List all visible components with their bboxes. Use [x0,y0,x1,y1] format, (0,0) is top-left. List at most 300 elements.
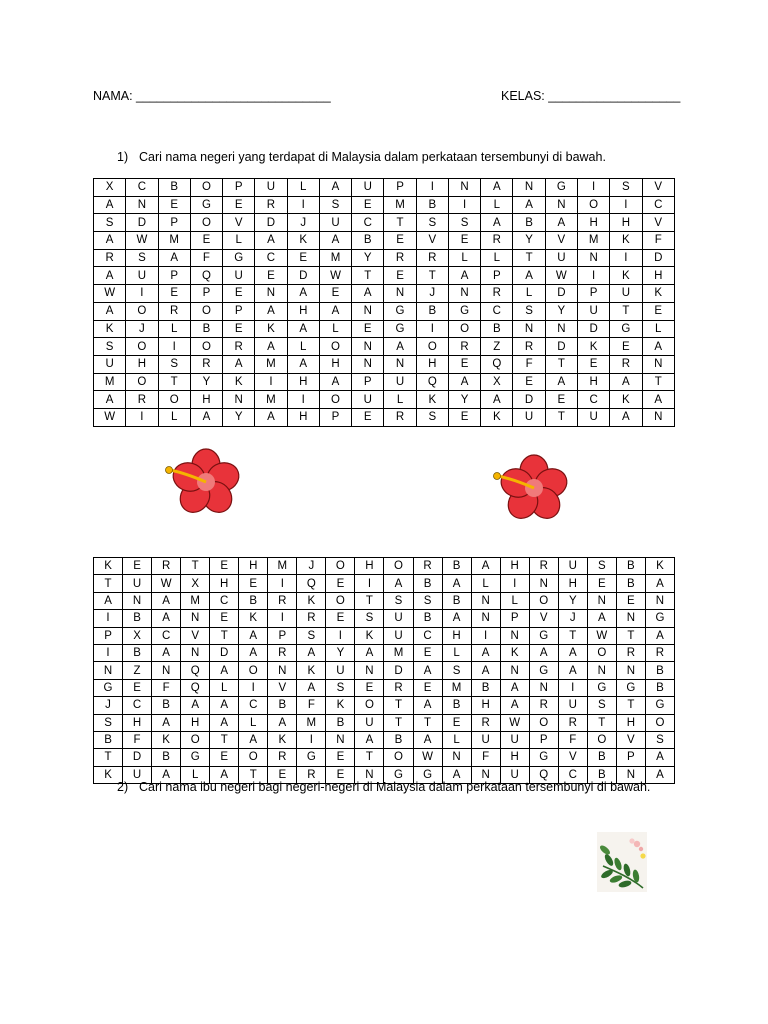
grid-cell: N [181,610,210,627]
grid-cell: Q [181,662,210,679]
grid-cell: A [513,196,545,214]
grid-cell: I [471,627,500,644]
grid-cell: T [384,697,413,714]
grid-cell: Q [297,575,326,592]
grid-cell: N [352,302,384,320]
grid-cell: M [181,592,210,609]
grid-cell: O [416,338,448,356]
grid-cell: P [268,627,297,644]
grid-cell: S [513,302,545,320]
grid-cell: K [642,285,674,303]
grid-cell: H [442,627,471,644]
grid-cell: A [287,320,319,338]
grid-cell: O [190,302,222,320]
grid-cell: P [190,285,222,303]
grid-cell: L [442,644,471,661]
grid-cell: F [297,697,326,714]
grid-cell: P [577,285,609,303]
grid-cell: N [642,408,674,426]
grid-cell: K [326,697,355,714]
grid-cell: U [255,179,287,197]
grid-cell: A [413,731,442,748]
grid-cell: B [152,749,181,766]
grid-cell: L [481,196,513,214]
grid-cell: O [587,731,616,748]
grid-cell: O [326,592,355,609]
grid-cell: N [448,179,480,197]
grid-cell: F [558,731,587,748]
grid-cell: A [513,267,545,285]
grid-cell: E [413,644,442,661]
grid-cell: A [610,408,642,426]
grid-cell: H [123,714,152,731]
grid-cell: A [210,662,239,679]
grid-cell: L [448,249,480,267]
grid-cell: A [448,373,480,391]
grid-cell: J [416,285,448,303]
grid-cell: K [94,320,126,338]
grid-cell: H [642,267,674,285]
grid-cell: B [416,302,448,320]
grid-cell: Y [545,302,577,320]
grid-cell: O [319,338,351,356]
grid-cell: A [239,731,268,748]
grid-cell: G [645,610,674,627]
grid-cell: E [384,267,416,285]
grid-row [94,179,675,197]
grid-cell: A [94,592,123,609]
grid-cell: B [123,644,152,661]
grid-cell: U [384,627,413,644]
grid-cell: Q [181,679,210,696]
grid-cell: B [616,575,645,592]
grid-cell: N [645,592,674,609]
grid-cell: Q [416,373,448,391]
grid-cell: I [448,196,480,214]
grid-cell: N [384,355,416,373]
grid-cell: I [94,644,123,661]
grid-row [94,355,675,373]
grid-cell: S [587,697,616,714]
grid-cell: J [94,697,123,714]
grid-cell: E [642,302,674,320]
grid-row [94,391,675,409]
grid-cell: T [416,267,448,285]
grid-cell: U [471,731,500,748]
grid-cell: A [471,644,500,661]
grid-cell: H [577,373,609,391]
grid-cell: N [642,355,674,373]
grid-cell: E [413,679,442,696]
grid-cell: I [610,249,642,267]
grid-cell: E [326,610,355,627]
grid-cell: T [352,267,384,285]
grid-cell: H [287,373,319,391]
nama-label: NAMA: ____________________________ [93,89,331,103]
grid-cell: C [123,697,152,714]
grid-cell: S [158,355,190,373]
grid-cell: E [123,558,152,575]
grid-cell: E [223,285,255,303]
grid-row [94,610,675,627]
grid-cell: M [319,249,351,267]
grid-cell: U [352,179,384,197]
grid-cell: N [355,766,384,783]
grid-cell: R [481,285,513,303]
grid-cell: K [577,338,609,356]
grid-cell: I [94,610,123,627]
grid-cell: A [255,408,287,426]
grid-cell: K [152,731,181,748]
grid-cell: A [558,644,587,661]
grid-cell: A [297,679,326,696]
grid-cell: A [239,644,268,661]
grid-cell: J [287,214,319,232]
grid-cell: R [190,355,222,373]
grid-cell: N [384,285,416,303]
grid-cell: R [384,249,416,267]
grid-cell: T [616,697,645,714]
grid-cell: N [223,391,255,409]
grid-cell: A [529,644,558,661]
grid-cell: X [94,179,126,197]
grid-cell: N [152,662,181,679]
grid-cell: F [471,749,500,766]
grid-cell: O [587,644,616,661]
grid-cell: M [94,373,126,391]
grid-cell: A [500,697,529,714]
grid-cell: F [190,249,222,267]
grid-cell: A [642,391,674,409]
grid-cell: E [239,575,268,592]
grid-cell: O [529,714,558,731]
grid-cell: H [616,714,645,731]
hibiscus-icon [162,446,246,516]
grid-row [94,338,675,356]
grid-cell: E [587,575,616,592]
grid-cell: O [181,731,210,748]
grid-cell: L [181,766,210,783]
grid-cell: O [384,749,413,766]
grid-cell: R [268,749,297,766]
grid-cell: K [94,558,123,575]
grid-cell: R [513,338,545,356]
grid-cell: S [326,679,355,696]
grid-cell: M [442,679,471,696]
grid-cell: L [642,320,674,338]
grid-cell: E [442,714,471,731]
grid-cell: R [610,355,642,373]
grid-cell: M [297,714,326,731]
grid-cell: A [645,749,674,766]
grid-cell: X [123,627,152,644]
grid-cell: R [268,592,297,609]
grid-cell: R [297,610,326,627]
grid-cell: W [94,285,126,303]
grid-cell: A [481,214,513,232]
grid-row [94,592,675,609]
grid-cell: B [481,320,513,338]
grid-cell: V [558,749,587,766]
grid-cell: H [500,558,529,575]
grid-cell: A [442,610,471,627]
grid-cell: R [481,232,513,250]
grid-cell: N [587,592,616,609]
grid-cell: A [319,232,351,250]
grid-cell: U [94,355,126,373]
grid-cell: S [319,196,351,214]
grid-cell: E [223,320,255,338]
grid-cell: B [152,697,181,714]
grid-row [94,697,675,714]
grid-cell: G [94,679,123,696]
grid-cell: D [642,249,674,267]
grid-cell: M [158,232,190,250]
grid-cell: N [500,627,529,644]
grid-cell: Q [529,766,558,783]
grid-cell: N [513,320,545,338]
grid-cell: L [471,575,500,592]
grid-cell: N [529,575,558,592]
grid-cell: D [123,749,152,766]
grid-cell: U [545,249,577,267]
grid-cell: R [268,644,297,661]
question2-text: Cari nama ibu negeri bagi negeri-negeri di Malaysia dalam perkataan tersembunyi di bawah. [139,780,651,794]
grid-cell: A [500,679,529,696]
grid-cell: A [210,714,239,731]
grid-cell: K [416,391,448,409]
grid-cell: A [319,179,351,197]
grid-cell: N [471,766,500,783]
grid-cell: R [558,714,587,731]
grid-cell: M [384,644,413,661]
grid-cell: N [123,592,152,609]
grid-cell: D [287,267,319,285]
grid-cell: A [152,766,181,783]
grid-cell: E [223,196,255,214]
grid-cell: E [616,592,645,609]
grid-cell: S [645,731,674,748]
grid-cell: S [297,627,326,644]
grid-cell: A [94,302,126,320]
grid-cell: A [442,575,471,592]
grid-cell: G [297,749,326,766]
grid-cell: B [94,731,123,748]
grid-cell: L [158,408,190,426]
grid-cell: Y [352,249,384,267]
grid-cell: S [413,592,442,609]
grid-cell: H [500,749,529,766]
grid-cell: B [239,592,268,609]
grid-cell: A [255,338,287,356]
grid-cell: S [126,249,158,267]
grid-row [94,679,675,696]
grid-cell: A [587,610,616,627]
grid-cell: G [529,662,558,679]
grid-cell: N [471,592,500,609]
grid-cell: O [319,391,351,409]
grid-cell: A [545,214,577,232]
grid-cell: N [94,662,123,679]
grid-cell: W [413,749,442,766]
grid-cell: U [558,558,587,575]
grid-cell: E [352,196,384,214]
grid-cell: C [558,766,587,783]
grid-cell: L [158,320,190,338]
grid-cell: G [384,320,416,338]
grid-cell: E [326,575,355,592]
grid-cell: R [297,766,326,783]
grid-cell: A [352,285,384,303]
grid-row [94,662,675,679]
grid-cell: G [413,766,442,783]
grid-cell: C [642,196,674,214]
grid-cell: N [587,662,616,679]
grid-cell: L [223,232,255,250]
grid-cell: R [529,558,558,575]
grid-cell: L [319,320,351,338]
grid-cell: Y [448,391,480,409]
grid-cell: Y [558,592,587,609]
grid-cell: C [255,249,287,267]
grid-cell: E [577,355,609,373]
grid-cell: B [442,697,471,714]
grid-row [94,644,675,661]
grid-cell: P [616,749,645,766]
grid-cell: M [268,558,297,575]
grid-cell: A [645,627,674,644]
grid-row [94,249,675,267]
grid-cell: I [500,575,529,592]
grid-cell: O [384,558,413,575]
grid-cell: U [326,662,355,679]
grid-cell: R [529,697,558,714]
grid-cell: I [577,179,609,197]
grid-cell: X [481,373,513,391]
grid-cell: T [642,373,674,391]
grid-cell: U [558,697,587,714]
grid-cell: B [413,610,442,627]
grid-cell: K [500,644,529,661]
grid-cell: S [416,214,448,232]
question1-text: Cari nama negeri yang terdapat di Malaysia dalam perkataan tersembunyi di bawah. [139,150,606,164]
grid-cell: I [126,408,158,426]
grid-row [94,408,675,426]
grid-cell: B [471,679,500,696]
grid-cell: R [616,644,645,661]
grid-cell: B [442,558,471,575]
grid-cell: T [210,731,239,748]
grid-cell: N [181,644,210,661]
grid-cell: T [94,749,123,766]
grid-cell: G [587,679,616,696]
hibiscus-icon [490,452,574,522]
grid-cell: E [210,749,239,766]
grid-cell: H [190,391,222,409]
grid-cell: I [239,679,268,696]
grid-cell: H [287,408,319,426]
grid-cell: T [355,592,384,609]
grid-cell: R [94,249,126,267]
grid-cell: W [319,267,351,285]
grid-cell: K [268,731,297,748]
grid-cell: G [448,302,480,320]
grid-cell: H [181,714,210,731]
grid-cell: A [190,408,222,426]
question1-number: 1) [117,150,129,164]
grid-cell: E [448,408,480,426]
grid-cell: D [210,644,239,661]
grid-row [94,373,675,391]
grid-cell: N [577,249,609,267]
grid-cell: P [223,302,255,320]
grid-cell: O [126,302,158,320]
grid-cell: U [123,766,152,783]
grid-cell: L [210,679,239,696]
grid-cell: E [448,355,480,373]
grid-cell: S [587,558,616,575]
grid-cell: T [545,408,577,426]
grid-cell: A [255,232,287,250]
grid-cell: T [210,627,239,644]
grid-cell: V [642,179,674,197]
grid-cell: Y [326,644,355,661]
grid-cell: R [158,302,190,320]
grid-cell: E [545,391,577,409]
grid-cell: U [384,610,413,627]
grid-cell: U [577,302,609,320]
grid-cell: P [352,373,384,391]
grid-cell: U [384,373,416,391]
grid-cell: E [352,320,384,338]
grid-cell: E [190,232,222,250]
grid-cell: K [297,592,326,609]
grid-cell: G [645,697,674,714]
grid-row [94,267,675,285]
grid-cell: D [545,338,577,356]
grid-cell: C [239,697,268,714]
grid-cell: A [610,373,642,391]
grid-cell: N [616,610,645,627]
grid-cell: K [610,391,642,409]
grid-cell: A [94,232,126,250]
grid-cell: B [352,232,384,250]
grid-cell: B [513,214,545,232]
grid-cell: B [413,575,442,592]
grid-row [94,302,675,320]
grid-cell: G [529,627,558,644]
grid-cell: N [545,196,577,214]
grid-cell: O [126,373,158,391]
grid-cell: L [287,338,319,356]
grid-cell: A [268,714,297,731]
grid-cell: H [210,575,239,592]
grid-cell: P [481,267,513,285]
grid-cell: Y [513,232,545,250]
grid-cell: N [326,731,355,748]
grid-cell: W [500,714,529,731]
grid-cell: M [255,391,287,409]
grid-cell: R [384,408,416,426]
word-search-grid-2 [93,557,675,784]
grid-cell: L [239,714,268,731]
grid-cell: I [287,196,319,214]
grid-cell: A [448,267,480,285]
grid-cell: B [384,731,413,748]
grid-cell: B [616,558,645,575]
grid-cell: K [610,232,642,250]
grid-cell: A [158,249,190,267]
